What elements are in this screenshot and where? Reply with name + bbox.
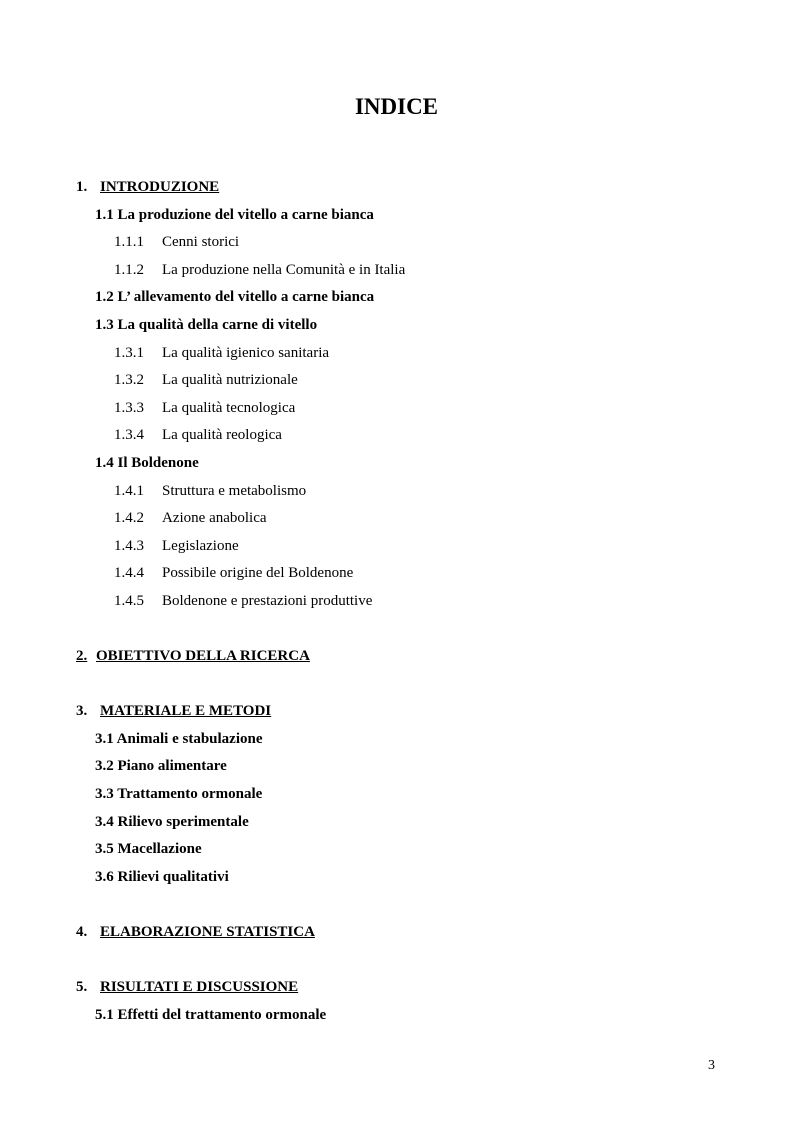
- chapter-title: RISULTATI E DISCUSSIONE: [100, 979, 299, 996]
- toc-chapter-2: [0, 643, 793, 671]
- chapter-title: ELABORAZIONE STATISTICA: [100, 924, 315, 941]
- subsection-number: 1.1.2: [114, 261, 144, 278]
- toc-section-3-4: 3.4 Rilievo sperimentale: [95, 813, 249, 830]
- toc-chapter-3: [0, 698, 793, 726]
- toc-chapter-1: [0, 174, 793, 202]
- subsection-title: La produzione nella Comunità e in Italia: [162, 261, 406, 278]
- table-of-contents: [0, 174, 793, 1029]
- toc-subsection-1-4-2: [0, 505, 793, 533]
- subsection-title: Azione anabolica: [162, 510, 267, 527]
- chapter-number: 1.: [76, 179, 88, 195]
- toc-section-3-5: 3.5 Macellazione: [95, 841, 202, 858]
- toc-subsection-1-4-1: [0, 478, 793, 506]
- toc-section-3-6: 3.6 Rilievi qualitativi: [95, 868, 229, 885]
- subsection-number: 1.4.5: [114, 592, 144, 609]
- subsection-number: 1.3.3: [114, 399, 144, 416]
- subsection-number: 1.4.1: [114, 482, 144, 499]
- subsection-title: La qualità igienico sanitaria: [162, 344, 330, 361]
- toc-subsection-1-4-3: [0, 533, 793, 561]
- page-number: 3: [708, 1058, 715, 1073]
- chapter-number: 4.: [76, 924, 88, 941]
- toc-section-3-3: 3.3 Trattamento ormonale: [95, 786, 263, 803]
- chapter-title: MATERIALE E METODI: [100, 703, 272, 720]
- subsection-title: La qualità reologica: [162, 427, 282, 444]
- subsection-title: Possibile origine del Boldenone: [162, 565, 354, 582]
- subsection-title: La qualità tecnologica: [162, 399, 296, 416]
- toc-section-3-1: 3.1 Animali e stabulazione: [95, 730, 263, 747]
- chapter-number: 2.: [76, 648, 88, 665]
- chapter-number: 5.: [76, 979, 88, 996]
- subsection-title: Legislazione: [162, 537, 239, 554]
- toc-section-5-1: 5.1 Effetti del trattamento ormonale: [95, 1006, 327, 1023]
- toc-subsection-1-3-2: [0, 367, 793, 395]
- toc-section-1-1: 1.1 La produzione del vitello a carne bianca: [95, 206, 374, 223]
- toc-subsection-1-1-2: [0, 257, 793, 285]
- toc-subsection-1-1-1: [0, 229, 793, 257]
- subsection-number: 1.3.1: [114, 344, 144, 361]
- subsection-number: 1.3.4: [114, 427, 144, 444]
- chapter-number: 3.: [76, 703, 88, 720]
- toc-subsection-1-4-4: [0, 560, 793, 588]
- page-title: INDICE: [354, 94, 439, 119]
- toc-subsection-1-4-5: [0, 588, 793, 616]
- subsection-number: 1.4.2: [114, 510, 144, 527]
- toc-chapter-5: [0, 974, 793, 1002]
- subsection-title: La qualità nutrizionale: [162, 372, 298, 389]
- subsection-title: Cenni storici: [162, 234, 240, 251]
- chapter-title: INTRODUZIONE: [100, 179, 220, 195]
- subsection-number: 1.4.4: [114, 565, 144, 582]
- toc-chapter-4: [0, 919, 793, 947]
- subsection-title: Boldenone e prestazioni produttive: [162, 592, 373, 609]
- toc-subsection-1-3-3: [0, 395, 793, 423]
- subsection-number: 1.3.2: [114, 372, 144, 389]
- subsection-number: 1.1.1: [114, 234, 144, 251]
- subsection-title: Struttura e metabolismo: [162, 482, 307, 499]
- toc-section-1-3: 1.3 La qualità della carne di vitello: [95, 316, 318, 333]
- toc-section-1-2: 1.2 L’ allevamento del vitello a carne bianca: [95, 289, 375, 306]
- chapter-title: OBIETTIVO DELLA RICERCA: [96, 648, 310, 665]
- toc-subsection-1-3-1: [0, 340, 793, 368]
- toc-subsection-1-3-4: [0, 422, 793, 450]
- subsection-number: 1.4.3: [114, 537, 144, 554]
- toc-section-1-4: 1.4 Il Boldenone: [95, 454, 199, 471]
- toc-section-3-2: 3.2 Piano alimentare: [95, 758, 227, 775]
